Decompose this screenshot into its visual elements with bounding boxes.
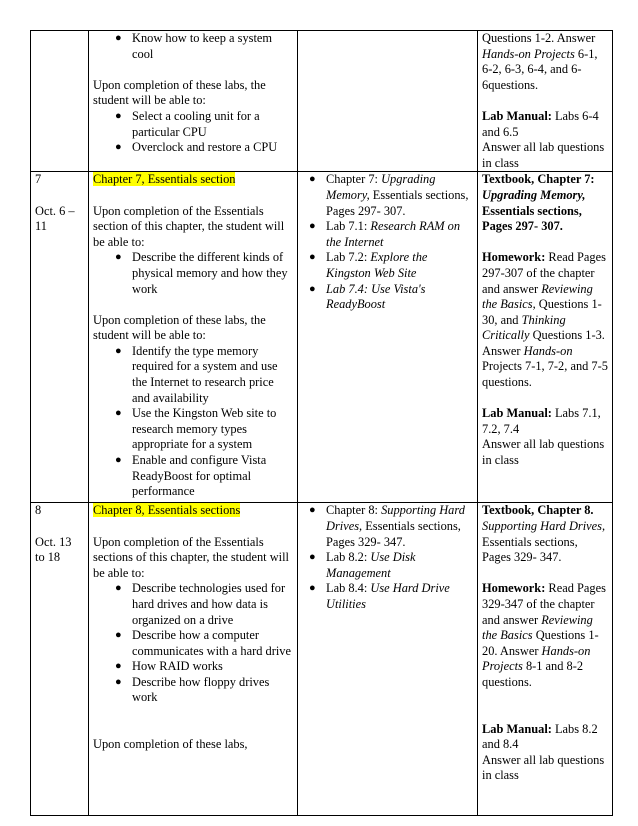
homework-text: Homework: Read Pages 297-307 of the chapter and answer Reviewing the Basics, Questions 1- 30, and Thinking Critically Questions 1-3. Answer Hands-on Projects 7-1, 7-2, and 7-5 questions.	[482, 250, 608, 390]
bullet-icon: ●	[115, 407, 122, 420]
list-item: ● Overclock and restore a CPU	[115, 140, 278, 155]
resources-cell	[298, 503, 478, 816]
bullet-icon: ●	[115, 582, 122, 595]
week-dates: Oct. 13 to 18	[35, 534, 72, 565]
objective-list	[93, 109, 293, 156]
week-cell	[31, 31, 89, 172]
week-cell	[31, 172, 89, 503]
bullet-icon: ●	[115, 629, 122, 642]
resources-cell	[298, 172, 478, 503]
lab-answer: Answer all lab questions in class	[482, 437, 605, 468]
list-item: ● Lab 7.4: Use Vista's ReadyBoost	[309, 281, 426, 312]
bullet-icon: ●	[309, 173, 316, 186]
bullet-icon: ●	[115, 251, 122, 264]
objectives-cell	[89, 503, 298, 816]
bullet-icon: ●	[309, 551, 316, 564]
table-row	[31, 503, 613, 816]
objective-intro: Upon completion of the Essentials sections of this chapter, the student will be able to:	[93, 534, 289, 580]
assignments-cell	[478, 31, 613, 172]
bullet-icon: ●	[115, 109, 122, 122]
lab-manual: Lab Manual: Labs 8.2 and 8.4	[482, 721, 598, 752]
bullet-icon: ●	[115, 454, 122, 467]
objective-list	[93, 250, 293, 297]
list-item: ● How RAID works	[115, 659, 223, 674]
week-cell	[31, 503, 89, 816]
lab-manual: Lab Manual: Labs 6-4 and 6.5	[482, 108, 599, 139]
objective-intro: Upon completion of these labs,	[93, 737, 248, 752]
textbook-heading: Textbook, Chapter 8. Supporting Hard Drives, Essentials sections, Pages 329- 347.	[482, 503, 606, 565]
week-number: 7	[35, 172, 42, 187]
objectives-cell	[89, 31, 298, 172]
assignments-cell	[478, 503, 613, 816]
bullet-icon: ●	[309, 220, 316, 233]
list-item: ● Know how to keep a system cool	[115, 31, 273, 61]
list-item: ● Chapter 8: Supporting Hard Drives, Essentials sections, Pages 329- 347.	[309, 503, 465, 549]
bullet-icon: ●	[309, 504, 316, 517]
objective-list	[93, 344, 293, 500]
week-number: 8	[35, 503, 42, 518]
resources-cell	[298, 31, 478, 172]
week-dates: Oct. 6 – 11	[35, 203, 75, 234]
list-item: ● Chapter 7: Upgrading Memory, Essentials sections, Pages 297- 307.	[309, 172, 469, 218]
bullet-icon: ●	[115, 675, 122, 688]
list-item: ● Describe how floppy drives work	[115, 674, 270, 705]
objective-list	[93, 31, 293, 62]
bullet-icon: ●	[115, 660, 122, 673]
chapter-heading: Chapter 8, Essentials sections	[93, 503, 241, 518]
list-item: ● Describe technologies used for hard drives and how data is organized on a drive	[115, 581, 286, 627]
lab-answer: Answer all lab questions in class	[482, 140, 605, 170]
schedule-table	[30, 30, 613, 816]
bullet-icon: ●	[115, 32, 122, 44]
resource-list	[302, 172, 473, 312]
list-item: ● Lab 8.2: Use Disk Management	[309, 550, 416, 580]
textbook-heading: Textbook, Chapter 7: Upgrading Memory, Essentials sections, Pages 297- 307.	[482, 172, 595, 234]
homework-text: Homework: Read Pages 329-347 of the chapter and answer Reviewing the Basics Questions 1-20. Answer Hands-on Projects 8-1 and 8-2 questions.	[482, 581, 606, 689]
bullet-icon: ●	[309, 251, 316, 264]
bullet-icon: ●	[309, 282, 316, 295]
lab-answer: Answer all lab questions in class	[482, 752, 605, 783]
objective-intro: Upon completion of these labs, the student will be able to:	[93, 77, 266, 108]
list-item: ● Lab 8.4: Use Hard Drive Utilities	[309, 581, 450, 611]
list-item: ● Lab 7.2: Explore the Kingston Web Site	[309, 250, 428, 280]
bullet-icon: ●	[115, 344, 122, 357]
objective-intro: Upon completion of these labs, the student will be able to:	[93, 312, 266, 343]
bullet-icon: ●	[309, 582, 316, 595]
list-item: ● Enable and configure Vista ReadyBoost for optimal performance	[115, 453, 267, 499]
chapter-heading: Chapter 7, Essentials section	[93, 172, 236, 187]
assignment-text: Questions 1-2. Answer Hands-on Projects 6-1, 6-2, 6-3, 6-4, and 6-6questions.	[482, 31, 598, 92]
list-item: ● Identify the type memory required for a system and use the Internet to research price and availability	[115, 343, 278, 405]
objective-list	[93, 581, 293, 706]
bullet-icon: ●	[115, 141, 122, 154]
resource-list	[302, 503, 473, 612]
table-row	[31, 172, 613, 503]
objective-intro: Upon completion of the Essentials section of this chapter, the student will be able to:	[93, 203, 285, 249]
objectives-cell	[89, 172, 298, 503]
list-item: ● Use the Kingston Web site to research memory types appropriate for a system	[115, 406, 277, 452]
list-item: ● Lab 7.1: Research RAM on the Internet	[309, 219, 461, 249]
lab-manual: Lab Manual: Labs 7.1, 7.2, 7.4	[482, 406, 601, 436]
list-item: ● Select a cooling unit for a particular CPU	[115, 108, 260, 139]
assignments-cell	[478, 172, 613, 503]
list-item: ● Describe how a computer communicates with a hard drive	[115, 628, 291, 658]
list-item: ● Describe the different kinds of physical memory and how they work	[115, 250, 288, 296]
table-row	[31, 31, 613, 172]
